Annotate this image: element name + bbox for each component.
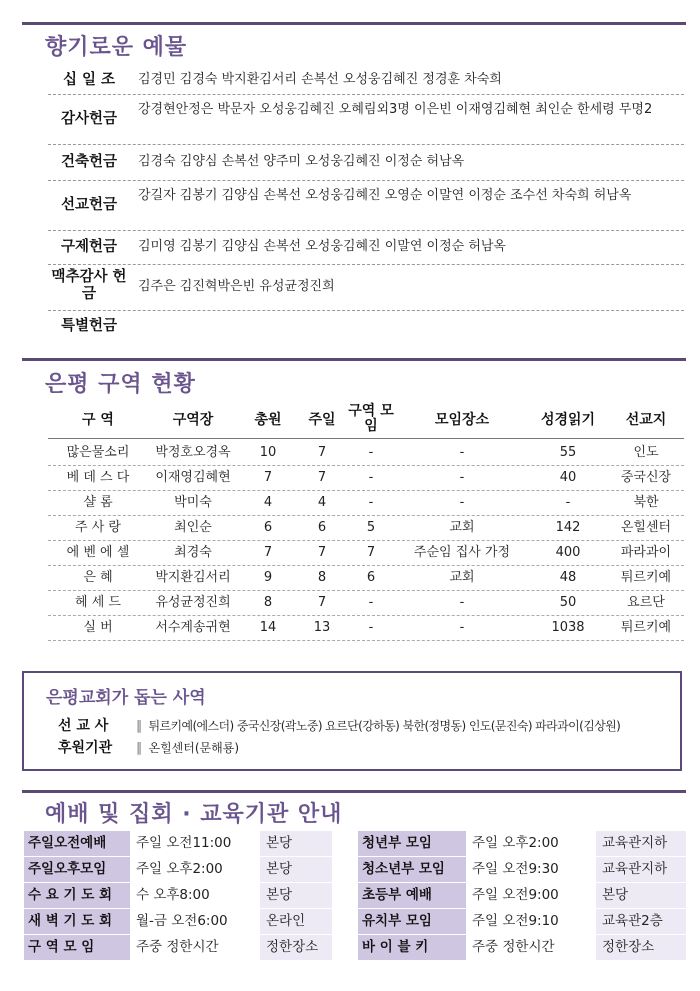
schedule-name: 주일오후모임 [24, 857, 130, 882]
offering-row [48, 144, 684, 181]
district-name: 베 데 스 다 [66, 470, 130, 485]
district-leader: 최경숙 [174, 545, 212, 560]
sunday-count: 13 [313, 620, 331, 635]
header-mission-field: 선교지 [625, 412, 667, 428]
schedule-place: 정한장소 [260, 935, 332, 960]
sunday-count: 7 [317, 545, 327, 560]
total-count: 10 [259, 445, 277, 460]
schedule-name: 새 벽 기 도 회 [24, 909, 130, 934]
schedule-place: 본당 [596, 883, 686, 908]
header-leader: 구역장 [172, 412, 214, 428]
support-text: 온힐센터(문해룡) [148, 741, 240, 755]
offering-label: 구제헌금 [60, 239, 118, 255]
schedule-time: 주중 정한시간 [466, 935, 596, 960]
section-divider [22, 358, 686, 361]
offerings-title: 향기로운 예물 [45, 35, 188, 60]
support-line [58, 737, 239, 757]
table-row [48, 590, 684, 616]
offering-label: 건축헌금 [60, 154, 118, 170]
district-leader: 이재영김혜현 [155, 470, 231, 485]
schedule-time: 주일 오전9:10 [466, 909, 596, 934]
schedule-place: 본당 [260, 831, 332, 856]
offering-label: 선교헌금 [60, 197, 118, 213]
schedule-place: 교육관2층 [596, 909, 686, 934]
schedule-name: 유치부 모임 [358, 909, 466, 934]
mission-field: 중국신장 [620, 470, 672, 485]
offering-names: 김경민 김경숙 박지환김서리 손복선 오성웅김혜진 정경훈 차숙희 [138, 72, 502, 87]
offering-row [48, 94, 684, 145]
table-row [48, 565, 684, 591]
schedule-place: 본당 [260, 883, 332, 908]
total-count: 7 [263, 545, 273, 560]
bible-reading-count: 400 [555, 545, 581, 560]
header-meeting: 구역 모임 [348, 403, 394, 434]
district-leader: 박정호오경옥 [155, 445, 231, 460]
schedule-name: 청년부 모임 [358, 831, 466, 856]
mission-field: 인도 [633, 445, 659, 460]
offering-row [48, 180, 684, 231]
missionary-text: 튀르키예(에스더) 중국신장(곽노중) 요르단(강하동) 북한(정명동) 인도(문진숙) 파라과이(김상원) [148, 719, 621, 733]
table-row [48, 615, 684, 641]
bible-reading-count: 142 [555, 520, 581, 535]
schedule-time: 주일 오전9:30 [466, 857, 596, 882]
district-leader: 최인순 [174, 520, 212, 535]
meeting-count: - [368, 620, 374, 635]
district-name: 주 사 랑 [75, 520, 121, 535]
sunday-count: 4 [317, 495, 327, 510]
mission-field: 온힐센터 [620, 520, 672, 535]
schedule-name: 초등부 예배 [358, 883, 466, 908]
schedule-time: 수 오후8:00 [130, 883, 260, 908]
bible-reading-count: 1038 [551, 620, 585, 635]
offering-row [48, 264, 684, 311]
mission-box [22, 671, 682, 771]
district-table-header [48, 402, 684, 439]
schedule-name: 주일오전예배 [24, 831, 130, 856]
total-count: 6 [263, 520, 273, 535]
header-total: 총원 [254, 412, 282, 428]
bible-reading-count: - [565, 495, 571, 510]
district-name: 많은물소리 [66, 445, 130, 460]
district-name: 에 벤 에 셀 [66, 545, 130, 560]
table-row [48, 540, 684, 566]
header-district: 구 역 [82, 412, 114, 428]
offering-label: 감사헌금 [60, 111, 118, 127]
schedule-time: 주일 오후2:00 [466, 831, 596, 856]
separator: ∥ [136, 719, 143, 734]
meeting-count: - [368, 470, 374, 485]
table-row [48, 465, 684, 491]
schedule-name: 구 역 모 임 [24, 935, 130, 960]
header-bible-reading: 성경읽기 [540, 412, 596, 428]
mission-title: 은평교회가 돕는 사역 [46, 688, 206, 708]
meeting-place: 교회 [449, 570, 475, 585]
total-count: 8 [263, 595, 273, 610]
schedule-place: 온라인 [260, 909, 332, 934]
schedule-name: 바 이 블 키 [358, 935, 466, 960]
meeting-place: - [459, 595, 465, 610]
worship-title: 예배 및 집회 · 교육기관 안내 [45, 802, 343, 827]
schedule-time: 주일 오전11:00 [130, 831, 260, 856]
total-count: 4 [263, 495, 273, 510]
total-count: 7 [263, 470, 273, 485]
mission-field: 북한 [633, 495, 659, 510]
bible-reading-count: 40 [559, 470, 577, 485]
schedule-place: 교육관지하 [596, 857, 686, 882]
section-divider [22, 22, 686, 25]
offering-row [48, 230, 684, 265]
section-divider [22, 790, 686, 793]
header-place: 모임장소 [434, 412, 490, 428]
sunday-count: 8 [317, 570, 327, 585]
meeting-count: 6 [366, 570, 376, 585]
districts-title: 은평 구역 현황 [45, 372, 196, 397]
meeting-place: - [459, 445, 465, 460]
meeting-count: - [368, 595, 374, 610]
table-row [48, 490, 684, 516]
schedule-time: 주중 정한시간 [130, 935, 260, 960]
schedule-time: 월-금 오전6:00 [130, 909, 260, 934]
district-name: 샬 롬 [83, 495, 113, 510]
district-leader: 박지환김서리 [155, 570, 231, 585]
mission-field: 파라과이 [620, 545, 672, 560]
offering-names: 김미영 김봉기 김양심 손복선 오성웅김혜진 이말연 이정순 허남옥 [138, 239, 506, 254]
mission-field: 요르단 [627, 595, 665, 610]
schedule-time: 주일 오후2:00 [130, 857, 260, 882]
offering-names: 김경숙 김양심 손복선 양주미 오성웅김혜진 이정순 허남옥 [138, 154, 465, 169]
meeting-count: 5 [366, 520, 376, 535]
separator: ∥ [136, 741, 143, 756]
sunday-count: 7 [317, 595, 327, 610]
support-label: 후원기관 [58, 740, 113, 756]
mission-field: 튀르키예 [620, 570, 672, 585]
schedule-name: 청소년부 모임 [358, 857, 466, 882]
meeting-count: - [368, 495, 374, 510]
meeting-place: - [459, 470, 465, 485]
header-sunday: 주일 [308, 412, 336, 428]
bible-reading-count: 48 [559, 570, 577, 585]
offering-label: 십 일 조 [62, 72, 116, 88]
district-leader: 유성균정진희 [155, 595, 231, 610]
meeting-place: 주순임 집사 가정 [413, 545, 511, 560]
bible-reading-count: 55 [559, 445, 577, 460]
district-leader: 서수계송귀현 [155, 620, 231, 635]
offering-label: 맥추감사 헌 금 [51, 269, 127, 302]
schedule-place: 본당 [260, 857, 332, 882]
offering-names: 김주은 김진혁박은빈 유성균정진희 [138, 279, 335, 294]
meeting-place: 교회 [449, 520, 475, 535]
district-name: 실 버 [83, 620, 113, 635]
missionary-label: 선 교 사 [58, 718, 109, 734]
district-name: 헤 세 드 [75, 595, 121, 610]
meeting-count: - [368, 445, 374, 460]
sunday-count: 6 [317, 520, 327, 535]
meeting-place: - [459, 620, 465, 635]
offering-names: 강경현안정은 박문자 오성웅김혜진 오혜림외3명 이은빈 이재영김혜현 최인순 한세령 무명2 [138, 102, 653, 117]
district-leader: 박미숙 [174, 495, 212, 510]
schedule-place: 정한장소 [596, 935, 686, 960]
bible-reading-count: 50 [559, 595, 577, 610]
total-count: 9 [263, 570, 273, 585]
table-row [48, 515, 684, 541]
sunday-count: 7 [317, 470, 327, 485]
meeting-place: - [459, 495, 465, 510]
meeting-count: 7 [366, 545, 376, 560]
sunday-count: 7 [317, 445, 327, 460]
missionary-line [58, 715, 620, 735]
offering-row [48, 66, 684, 95]
offering-label: 특별헌금 [60, 318, 118, 334]
schedule-time: 주일 오전9:00 [466, 883, 596, 908]
offering-row [48, 310, 684, 342]
district-name: 은 혜 [83, 570, 113, 585]
mission-field: 튀르키예 [620, 620, 672, 635]
table-row [48, 440, 684, 466]
offering-names: 강길자 김봉기 김양심 손복선 오성웅김혜진 오영순 이말연 이정순 조수선 차숙희 허남옥 [138, 188, 632, 203]
schedule-name: 수 요 기 도 회 [24, 883, 130, 908]
schedule-place: 교육관지하 [596, 831, 686, 856]
total-count: 14 [259, 620, 277, 635]
